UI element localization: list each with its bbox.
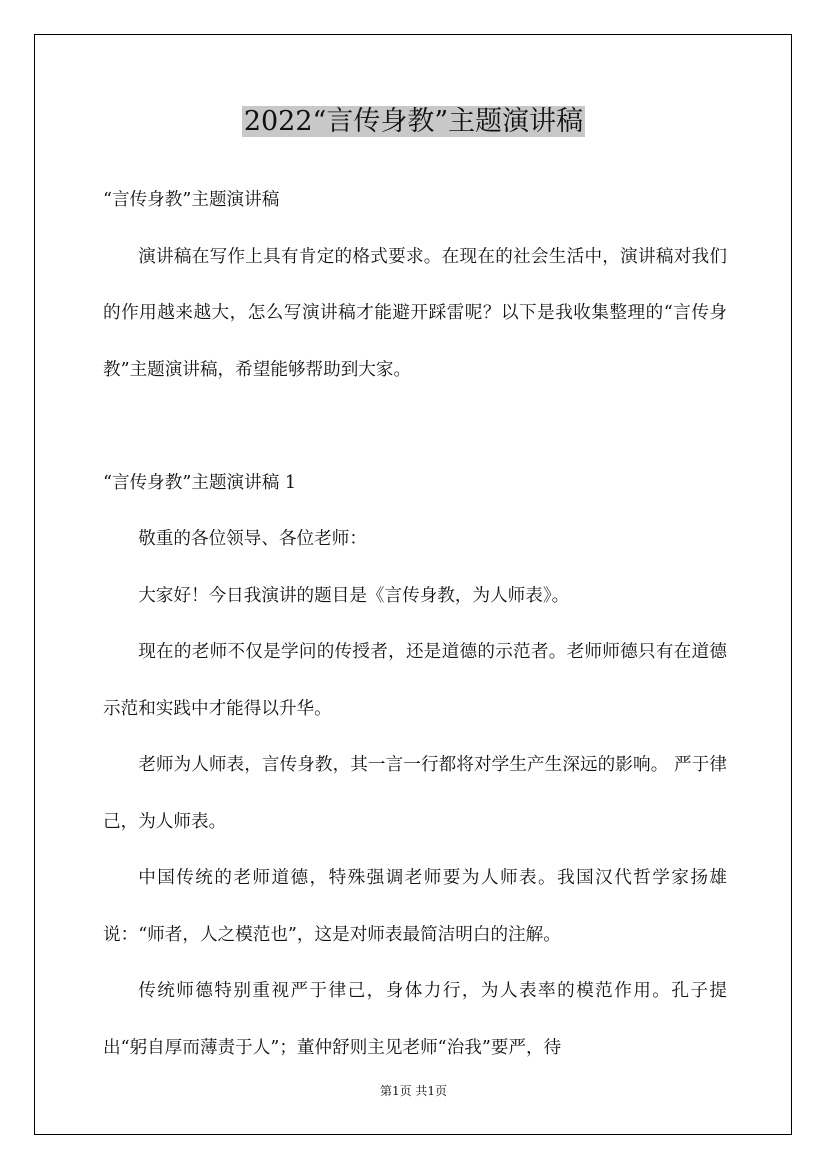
paragraph-spacer <box>103 398 727 455</box>
document-title <box>0 102 827 142</box>
section-heading: “言传身教”主题演讲稿 <box>103 190 280 210</box>
intro-paragraph: 演讲稿在写作上具有肯定的格式要求。在现在的社会生活中，演讲稿对我们的作用越来越大，怎么写演讲稿才能避开踩雷呢？以下是我收集整理的“言传身教”主题演讲稿，希望能够帮助到大家。 <box>103 246 727 380</box>
document-title-text: 2022“言传身教”主题演讲稿 <box>243 106 584 137</box>
body-paragraph-3: 中国传统的老师道德，特殊强调老师要为人师表。我国汉代哲学家扬雄说：“师者，人之模范也”，这是对师表最简洁明白的注解。 <box>103 868 727 945</box>
salutation-paragraph: 敬重的各位领导、各位老师： <box>138 529 367 549</box>
page-number: 第1页 共1页 <box>379 1084 448 1098</box>
body-paragraph-4: 传统师德特别重视严于律己，身体力行，为人表率的模范作用。孔子提出“躬自厚而薄责于人”；董仲舒则主见老师“治我”要严，待 <box>103 981 727 1058</box>
body-paragraph-1: 现在的老师不仅是学问的传授者，还是道德的示范者。老师师德只有在道德示范和实践中才能得以升华。 <box>103 642 727 719</box>
greeting-paragraph: 大家好！今日我演讲的题目是《言传身教，为人师表》。 <box>138 585 570 606</box>
document-body <box>103 172 727 1076</box>
body-paragraph-2: 老师为人师表，言传身教，其一言一行都将对学生产生深远的影响。 严于律己，为人师表。 <box>103 755 727 832</box>
speech-heading-1: “言传身教”主题演讲稿 1 <box>103 472 297 493</box>
